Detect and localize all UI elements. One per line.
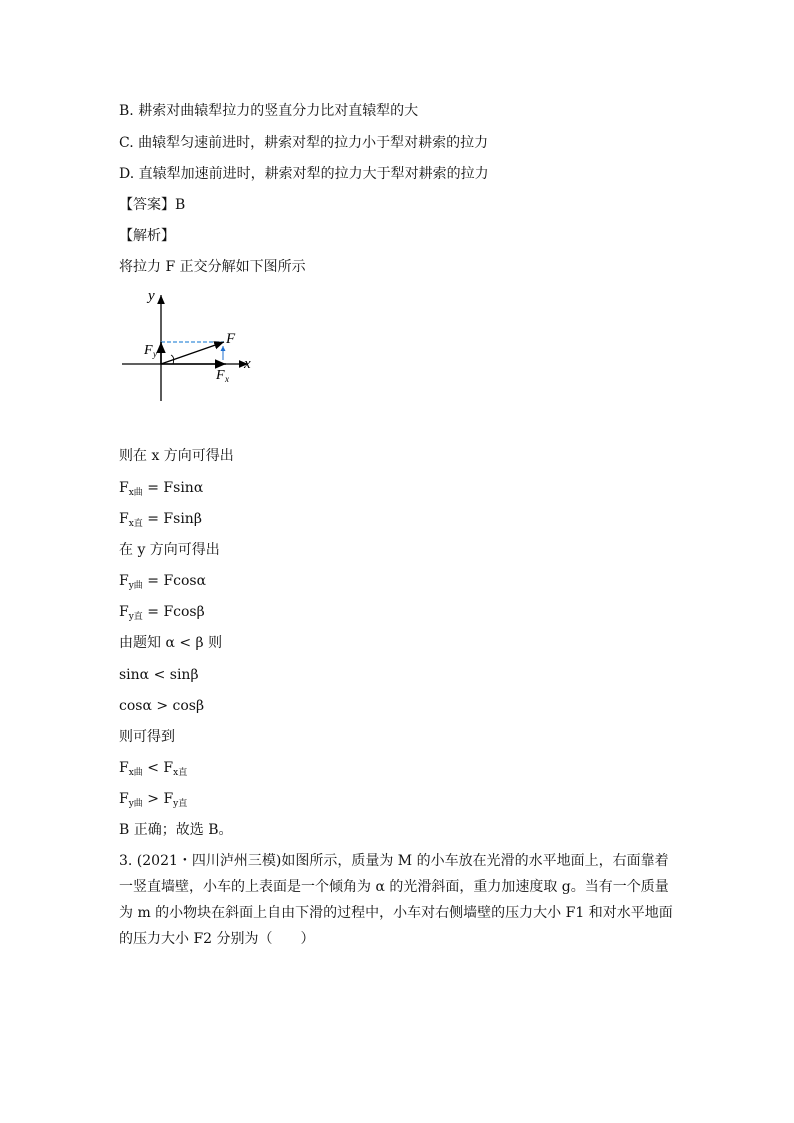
equation-3: $F_{y曲} = Fcos\alpha$ [119, 573, 207, 591]
inequality-2: cosα > cosβ [119, 698, 205, 714]
fx-label: F [216, 368, 225, 383]
then-text: 则可得到 [119, 729, 175, 745]
option-d: D. 直辕犁加速前进时，耕索对犁的拉力大于犁对耕索的拉力 [119, 166, 489, 182]
x-axis-label: x [244, 356, 251, 372]
result-2: $F_{y曲} > F_{y直}$ [119, 791, 188, 809]
force-decomposition-diagram [118, 285, 278, 405]
force-f-arrow [161, 342, 224, 364]
y-axis-label: y [148, 288, 155, 304]
inequality-1: sinα < sinβ [119, 667, 199, 683]
fy-label: F [144, 343, 153, 358]
question-3: 3. (2021・四川泸州三模)如图所示，质量为 M 的小车放在光滑的水平地面上，右面靠着一竖直墙壁，小车的上表面是一个倾角为 α 的光滑斜面，重力加速度取 g。当有一个质量为 m 的小物块在斜面上自由下滑的过程中，小车对右侧墙壁的压力大小 F1 和对水平地面的压力大小 F2 分别为（ ） [119, 853, 673, 947]
result-1: $F_{x曲} < F_{x直}$ [119, 760, 188, 778]
option-b: B. 耕索对曲辕犁拉力的竖直分力比对直辕犁的大 [119, 103, 419, 119]
fx-label-sub: x [225, 374, 229, 384]
x-direction-text: 则在 x 方向可得出 [119, 448, 234, 464]
known-condition: 由题知 α < β 则 [119, 635, 223, 651]
option-c: C. 曲辕犁匀速前进时，耕索对犁的拉力小于犁对耕索的拉力 [119, 135, 489, 151]
equation-1: $F_{x曲} = Fsin\alpha$ [119, 480, 204, 498]
answer: 【答案】B [119, 197, 186, 213]
force-f-label: F [226, 331, 236, 347]
equation-2: $F_{x直} = Fsin\beta$ [119, 511, 202, 529]
equation-4: $F_{y直} = Fcos\beta$ [119, 604, 205, 622]
y-direction-text: 在 y 方向可得出 [119, 542, 220, 558]
fy-label-sub: y [153, 349, 157, 359]
analysis-heading: 【解析】 [119, 228, 175, 244]
decompose-text: 将拉力 F 正交分解如下图所示 [119, 259, 306, 275]
conclusion: B 正确；故选 B。 [119, 822, 233, 838]
